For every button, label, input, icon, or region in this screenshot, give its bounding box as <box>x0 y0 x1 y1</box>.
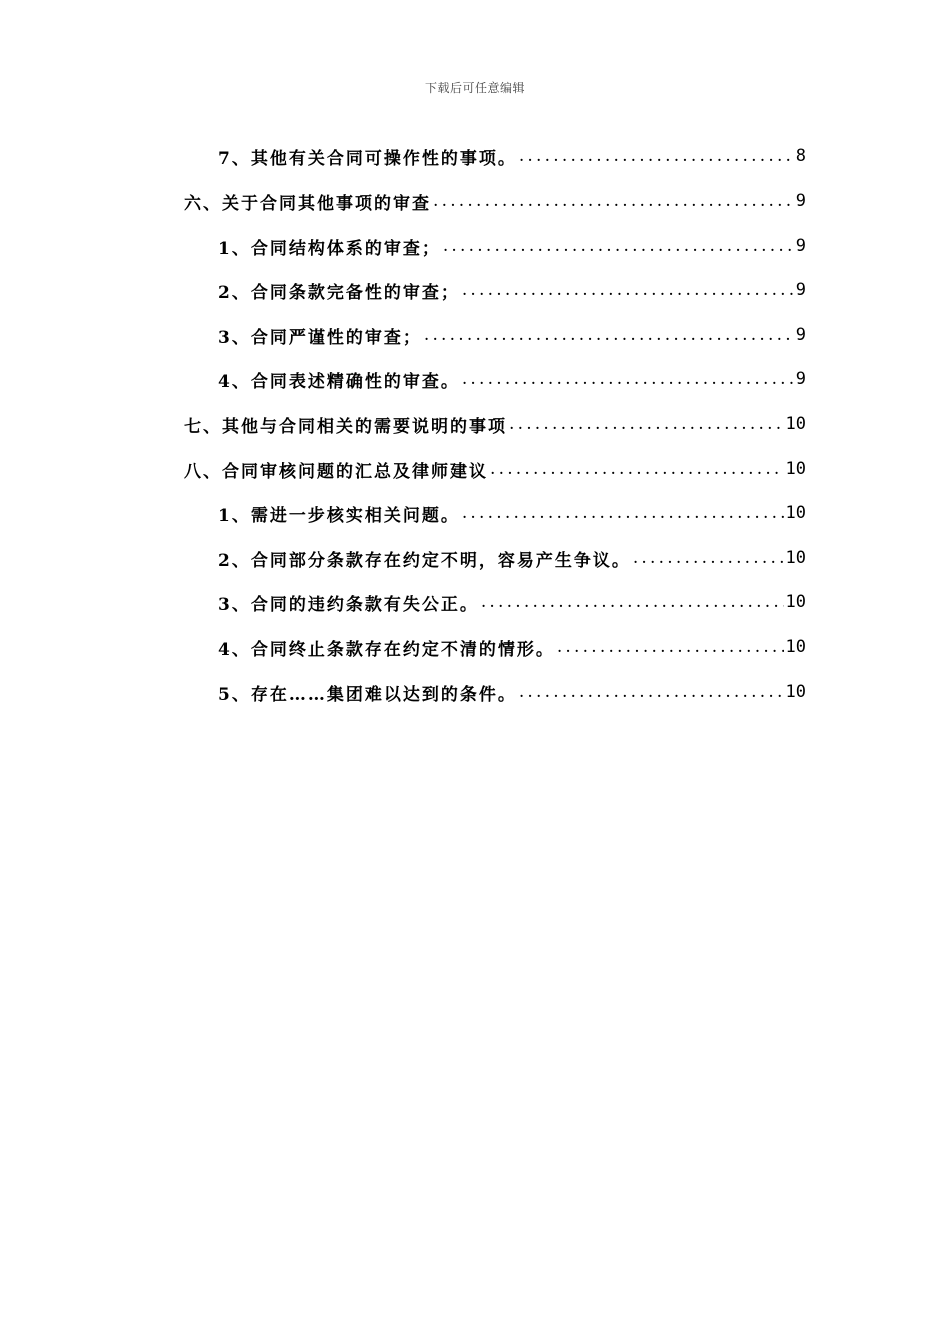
toc-entry-title: 六、关于合同其他事项的审查 <box>184 193 431 214</box>
toc-page-number: 9 <box>795 369 806 389</box>
toc-page-number: 9 <box>795 236 806 256</box>
toc-leader-dots <box>557 637 784 657</box>
toc-entry-title: 7、其他有关合同可操作性的事项。 <box>218 148 517 169</box>
toc-entry-title: 2、合同部分条款存在约定不明，容易产生争议。 <box>218 550 631 571</box>
toc-leader-dots <box>519 146 794 166</box>
toc-leader-dots <box>519 682 784 702</box>
toc-entry[interactable] <box>184 453 806 485</box>
toc-entry-title: 1、需进一步核实相关问题。 <box>218 505 460 526</box>
toc-leader-dots <box>462 503 784 523</box>
toc-entry[interactable] <box>184 408 806 440</box>
toc-entry[interactable] <box>218 230 806 262</box>
toc-entry[interactable] <box>218 542 806 574</box>
toc-leader-dots <box>633 548 784 568</box>
toc-entry-title: 3、合同的违约条款有失公正。 <box>218 594 479 615</box>
toc-entry-title: 4、合同表述精确性的审查。 <box>218 371 460 392</box>
toc-entry-title: 2、合同条款完备性的审查； <box>218 282 460 303</box>
toc-leader-dots <box>443 236 794 256</box>
toc-page-number: 10 <box>785 592 806 612</box>
toc-page-number: 10 <box>785 414 806 434</box>
toc-entry-title: 1、合同结构体系的审查； <box>218 238 441 259</box>
toc-entry[interactable] <box>218 676 806 708</box>
toc-page-number: 8 <box>795 146 806 166</box>
toc-entry[interactable] <box>184 185 806 217</box>
toc-entry[interactable] <box>218 586 806 618</box>
toc-page-number: 10 <box>785 637 806 657</box>
toc-leader-dots <box>433 191 794 211</box>
page-header: 下载后可任意编辑 <box>424 81 525 95</box>
toc-entry[interactable] <box>218 497 806 529</box>
toc-leader-dots <box>462 369 794 389</box>
toc-page-number: 10 <box>785 548 806 568</box>
toc-entry[interactable] <box>218 631 806 663</box>
toc-entry[interactable] <box>218 140 806 172</box>
toc-leader-dots <box>481 592 784 612</box>
toc-entry-title: 七、其他与合同相关的需要说明的事项 <box>184 416 507 437</box>
toc-page-number: 10 <box>785 503 806 523</box>
toc-leader-dots <box>490 459 784 479</box>
toc-entry[interactable] <box>218 319 806 351</box>
toc-entry-title: 3、合同严谨性的审查； <box>218 327 422 348</box>
toc-page-number: 10 <box>785 682 806 702</box>
toc-entry[interactable] <box>218 363 806 395</box>
toc-page-number: 9 <box>795 280 806 300</box>
toc-leader-dots <box>424 325 794 345</box>
toc-page-number: 9 <box>795 325 806 345</box>
toc-leader-dots <box>462 280 794 300</box>
toc-entry-title: 5、存在……集团难以达到的条件。 <box>218 684 517 705</box>
toc-entry-title: 4、合同终止条款存在约定不清的情形。 <box>218 639 555 660</box>
toc-entry[interactable] <box>218 274 806 306</box>
toc-page-number: 10 <box>785 459 806 479</box>
toc-page-number: 9 <box>795 191 806 211</box>
toc-entry-title: 八、合同审核问题的汇总及律师建议 <box>184 461 488 482</box>
toc-leader-dots <box>509 414 784 434</box>
